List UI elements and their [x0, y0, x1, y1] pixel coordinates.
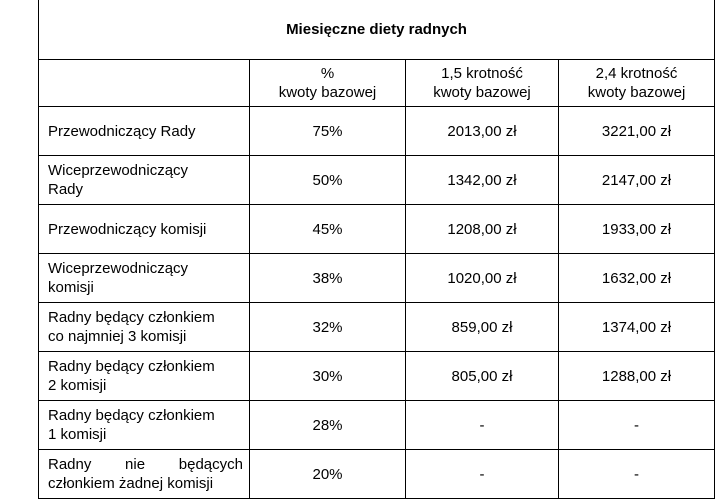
row-label-line1: Radny będący członkiem: [48, 309, 215, 326]
header-multiplier-15: [406, 60, 559, 107]
row-percent: 38%: [250, 254, 406, 303]
header-percent: [250, 60, 406, 107]
row-label: [39, 450, 250, 499]
row-amount-15: 1342,00 zł: [406, 156, 559, 205]
row-label: [39, 401, 250, 450]
row-label: [39, 352, 250, 401]
table-row: [39, 156, 715, 205]
table-row: [39, 352, 715, 401]
header-percent-line2: kwoty bazowej: [278, 84, 377, 101]
header-multiplier-15-line2: kwoty bazowej: [433, 84, 531, 101]
header-percent-line1: %: [320, 65, 335, 82]
header-row: [39, 60, 715, 107]
row-label: [39, 254, 250, 303]
row-percent: 75%: [250, 107, 406, 156]
row-label-line2: 2 komisji: [48, 377, 107, 394]
row-label-line2: członkiem żadnej komisji: [48, 475, 214, 492]
row-amount-24: 1632,00 zł: [559, 254, 715, 303]
row-amount-15: 859,00 zł: [406, 303, 559, 352]
table-title: Miesięczne diety radnych: [39, 0, 715, 60]
diety-table: [38, 0, 715, 499]
row-amount-24: 1933,00 zł: [559, 205, 715, 254]
header-empty-cell: [39, 60, 250, 107]
row-amount-24: 1288,00 zł: [559, 352, 715, 401]
row-label-line1: Radny będący członkiem: [48, 407, 215, 424]
row-amount-24: -: [559, 450, 715, 499]
table-row: [39, 450, 715, 499]
row-percent: 28%: [250, 401, 406, 450]
row-label-line1: Przewodniczący Rady: [48, 122, 196, 140]
row-label-line1: Radny nie będących: [48, 456, 243, 473]
row-amount-15: 1208,00 zł: [406, 205, 559, 254]
row-label: [39, 107, 250, 156]
row-amount-15: 2013,00 zł: [406, 107, 559, 156]
row-label-line2: 1 komisji: [48, 426, 107, 443]
row-percent: 30%: [250, 352, 406, 401]
row-amount-15: -: [406, 450, 559, 499]
row-amount-24: 3221,00 zł: [559, 107, 715, 156]
header-multiplier-24-line1: 2,4 krotność: [595, 65, 678, 82]
title-row: [39, 0, 715, 60]
row-label-line2: komisji: [48, 279, 94, 296]
row-label: [39, 303, 250, 352]
row-amount-24: 1374,00 zł: [559, 303, 715, 352]
header-multiplier-24: [559, 60, 715, 107]
row-label-line1: Wiceprzewodniczący: [48, 162, 189, 179]
diety-table-container: [38, 0, 714, 499]
table-row: [39, 205, 715, 254]
row-label-line1: Radny będący członkiem: [48, 358, 215, 375]
row-label-line1: Wiceprzewodniczący: [48, 260, 189, 277]
row-label: [39, 205, 250, 254]
row-label-line2: Rady: [48, 181, 84, 198]
row-label-line1: Przewodniczący komisji: [48, 220, 207, 238]
header-multiplier-15-line1: 1,5 krotność: [441, 65, 523, 82]
row-percent: 20%: [250, 450, 406, 499]
table-row: [39, 303, 715, 352]
row-amount-24: 2147,00 zł: [559, 156, 715, 205]
row-percent: 50%: [250, 156, 406, 205]
table-row: [39, 254, 715, 303]
header-multiplier-24-line2: kwoty bazowej: [587, 84, 686, 101]
row-percent: 32%: [250, 303, 406, 352]
row-amount-15: 805,00 zł: [406, 352, 559, 401]
row-amount-24: -: [559, 401, 715, 450]
row-label: [39, 156, 250, 205]
table-row: [39, 107, 715, 156]
row-amount-15: -: [406, 401, 559, 450]
row-percent: 45%: [250, 205, 406, 254]
table-row: [39, 401, 715, 450]
row-label-line2: co najmniej 3 komisji: [48, 328, 187, 345]
row-amount-15: 1020,00 zł: [406, 254, 559, 303]
